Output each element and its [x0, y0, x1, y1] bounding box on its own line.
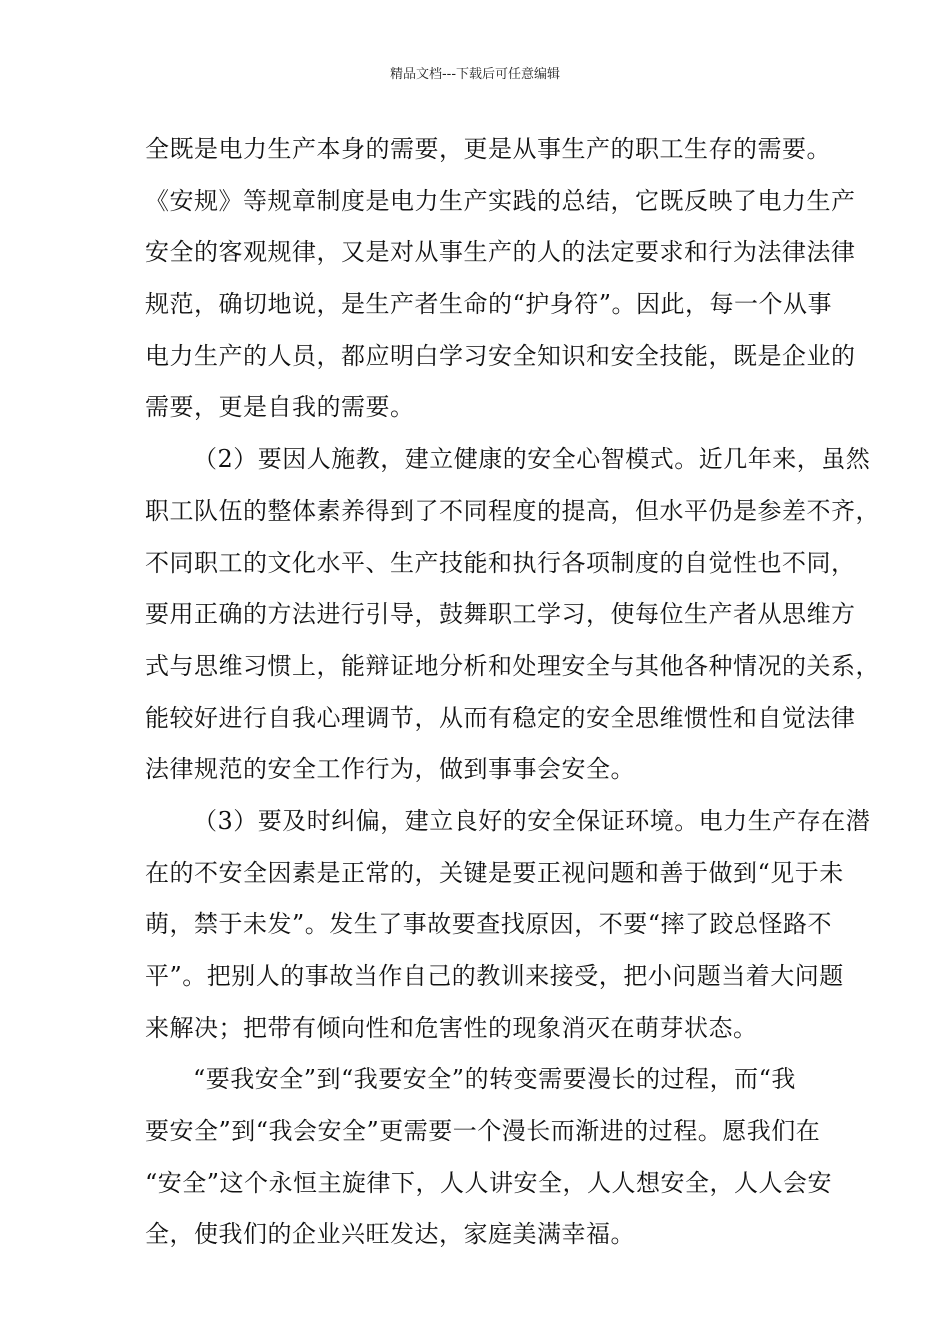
text-line: 安全的客观规律，又是对从事生产的人的法定要求和行为法律法律 [145, 238, 856, 267]
text-line: 在的不安全因素是正常的，关键是要正视问题和善于做到“见于未 [145, 858, 844, 887]
page-header: 精品文档---下载后可任意编辑 [389, 67, 561, 82]
text-line: 全，使我们的企业兴旺发达，家庭美满幸福。 [145, 1220, 635, 1249]
text-line: 法律规范的安全工作行为，做到事事会安全。 [145, 755, 635, 784]
text-line: 需要，更是自我的需要。 [145, 393, 415, 422]
text-line: 规范，确切地说，是生产者生命的“护身符”。因此，每一个从事 [145, 290, 833, 319]
text-line: 职工队伍的整体素养得到了不同程度的提高，但水平仍是参差不齐， [145, 496, 880, 525]
text-line: 《安规》等规章制度是电力生产实践的总结，它既反映了电力生产 [145, 186, 856, 215]
text-line: 来解决；把带有倾向性和危害性的现象消灭在萌芽状态。 [145, 1013, 758, 1042]
text-line: 全既是电力生产本身的需要，更是从事生产的职工生存的需要。 [145, 135, 831, 163]
text-line: 不同职工的文化水平、生产技能和执行各项制度的自觉性也不同， [145, 548, 856, 577]
paragraph-start-line: “要我安全”到“我要安全”的转变需要漫长的过程，而“我 [193, 1065, 796, 1094]
paragraph-start-line: （3）要及时纠偏，建立良好的安全保证环境。电力生产存在潜 [193, 806, 871, 835]
text-line: 萌，禁于未发”。发生了事故要查找原因，不要“摔了跤总怪路不 [145, 910, 833, 939]
paragraph-start-line: （2）要因人施教，建立健康的安全心智模式。近几年来，虽然 [193, 445, 871, 474]
text-line: 要用正确的方法进行引导，鼓舞职工学习，使每位生产者从思维方 [145, 600, 856, 629]
text-line: “安全”这个永恒主旋律下，人人讲安全，人人想安全，人人会安 [145, 1168, 833, 1197]
text-line: 式与思维习惯上，能辩证地分析和处理安全与其他各种情况的关系， [145, 651, 880, 680]
text-line: 电力生产的人员，都应明白学习安全知识和安全技能，既是企业的 [145, 341, 856, 370]
text-line: 要安全”到“我会安全”更需要一个漫长而渐进的过程。愿我们在 [145, 1117, 821, 1146]
text-line: 能较好进行自我心理调节，从而有稳定的安全思维惯性和自觉法律 [145, 703, 856, 732]
text-line: 平”。把别人的事故当作自己的教训来接受，把小问题当着大问题 [145, 962, 844, 990]
document-body [145, 124, 880, 1261]
